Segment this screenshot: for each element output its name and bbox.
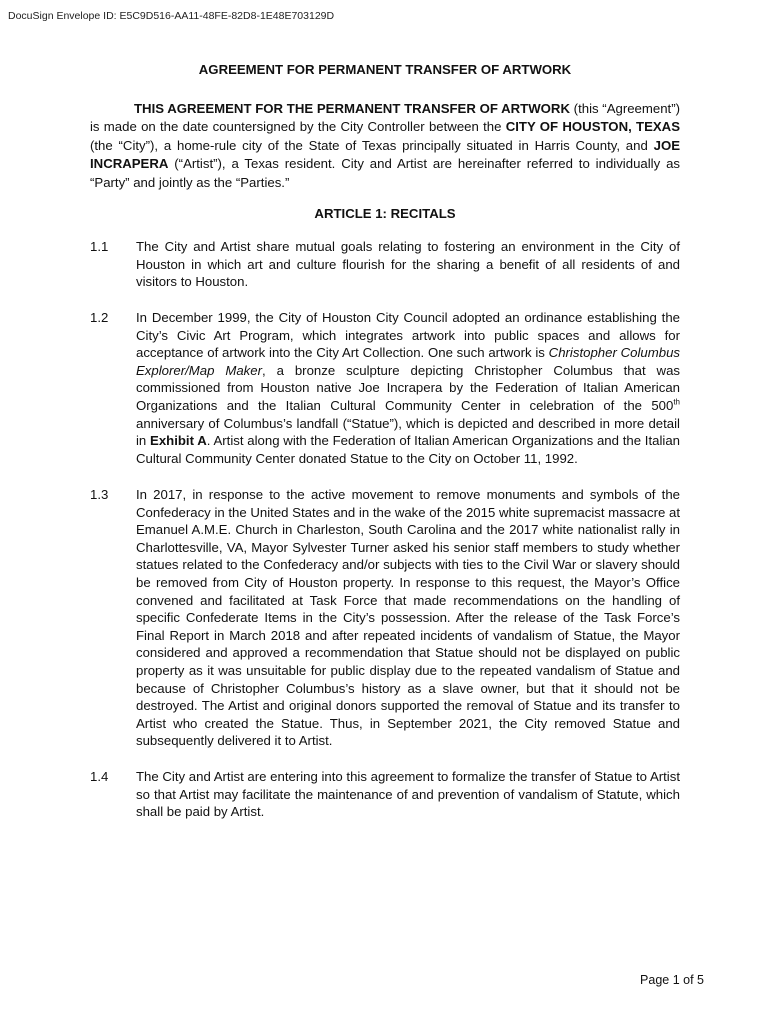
section-number: 1.2 bbox=[90, 310, 109, 325]
section-text: The City and Artist share mutual goals relating to fostering an environment in the City of Houston in which art and culture flourish for the sharing a benefit of all residents of and visitors to Houston. bbox=[136, 239, 680, 290]
exhibit-reference: Exhibit A bbox=[150, 433, 207, 449]
section-text-part: , a bronze sculpture depicting Christopher Columbus that was commissioned from Houston native Joe Incrapera by the Federation of Italian American Organizations and the Italian Cultural Community Center in celebration of the 500 bbox=[136, 362, 680, 413]
intro-bold-city: CITY OF HOUSTON, TEXAS bbox=[505, 119, 681, 135]
section-text-part: . Artist along with the Federation of Italian American Organizations and the Italian Cultural Community Center donated Statue to the City on October 11, 1992. bbox=[136, 433, 680, 466]
intro-bold-artist: JOE INCRAPERA bbox=[90, 137, 680, 172]
section-number: 1.3 bbox=[90, 487, 109, 502]
page-number: Page 1 of 5 bbox=[640, 973, 704, 987]
section-text: The City and Artist are entering into this agreement to formalize the transfer of Statue to Artist so that Artist may facilitate the maintenance of and prevention of vandalism of Statute, which shall be paid by Artist. bbox=[136, 769, 680, 820]
intro-paragraph bbox=[90, 100, 680, 192]
section-number: 1.1 bbox=[90, 239, 109, 254]
intro-text-3: (“Artist”), a Texas resident. City and Artist are hereinafter referred to individually as “Party” and jointly as the “Parties.” bbox=[90, 156, 680, 190]
document-title: AGREEMENT FOR PERMANENT TRANSFER OF ARTWORK bbox=[198, 62, 572, 77]
intro-text-1: (this “Agreement”) is made on the date countersigned by the City Controller between the bbox=[90, 101, 680, 135]
docusign-envelope-id: DocuSign Envelope ID: E5C9D516-AA11-48FE-82D8-1E48E703129D bbox=[8, 10, 335, 22]
section-text bbox=[136, 309, 680, 467]
section-text-part: anniversary of Columbus’s landfall (“Statue”), which is depicted and described in more detail in bbox=[136, 415, 680, 449]
article-heading: ARTICLE 1: RECITALS bbox=[314, 206, 456, 221]
artwork-title: Christopher Columbus Explorer/Map Maker bbox=[136, 345, 680, 378]
ordinal-superscript: th bbox=[673, 397, 680, 407]
intro-text-2: (the “City”), a home-rule city of the State of Texas principally situated in Harris County, and bbox=[90, 137, 654, 153]
intro-bold-title: THIS AGREEMENT FOR THE PERMANENT TRANSFER OF ARTWORK bbox=[134, 101, 570, 116]
section-text-part: In December 1999, the City of Houston City Council adopted an ordinance establishing the City’s Civic Art Program, which integrates artwork into public spaces and allows for acceptance of artwork into the City Art Collection. One such artwork is bbox=[136, 310, 680, 361]
section-text: In 2017, in response to the active movement to remove monuments and symbols of the Confederacy in the United States and in the wake of the 2015 white supremacist massacre at Emanuel A.M.E. Church in Charleston, South Carolina and the 2017 white nationalist rally in Charlottesville, VA, Mayor Sylvester Turner asked his senior staff members to study whether statues related to the Confederacy and/or subjects with ties to the Civil War or slavery should be removed from City of Houston property. In response to this request, the Mayor’s Office convened and facilitated at Task Force that made recommendations on the handling of specific Confederate Items in the City’s possession. After the release of the Task Force’s Final Report in March 2018 and after repeated incidents of vandalism of Statue, the Mayor considered and approved a recommendation that Statue should not be displayed on public property as it was unsuitable for public display due to the repeated vandalism of Statue and because of Christopher Columbus’s history as a slave owner, but that it should not be destroyed. The Artist and original donors supported the removal of Statue and its transfer to Artist who created the Statue. Thus, in September 2021, the City removed Statue and subsequently delivered it to Artist. bbox=[136, 487, 680, 749]
section-number: 1.4 bbox=[90, 769, 109, 784]
